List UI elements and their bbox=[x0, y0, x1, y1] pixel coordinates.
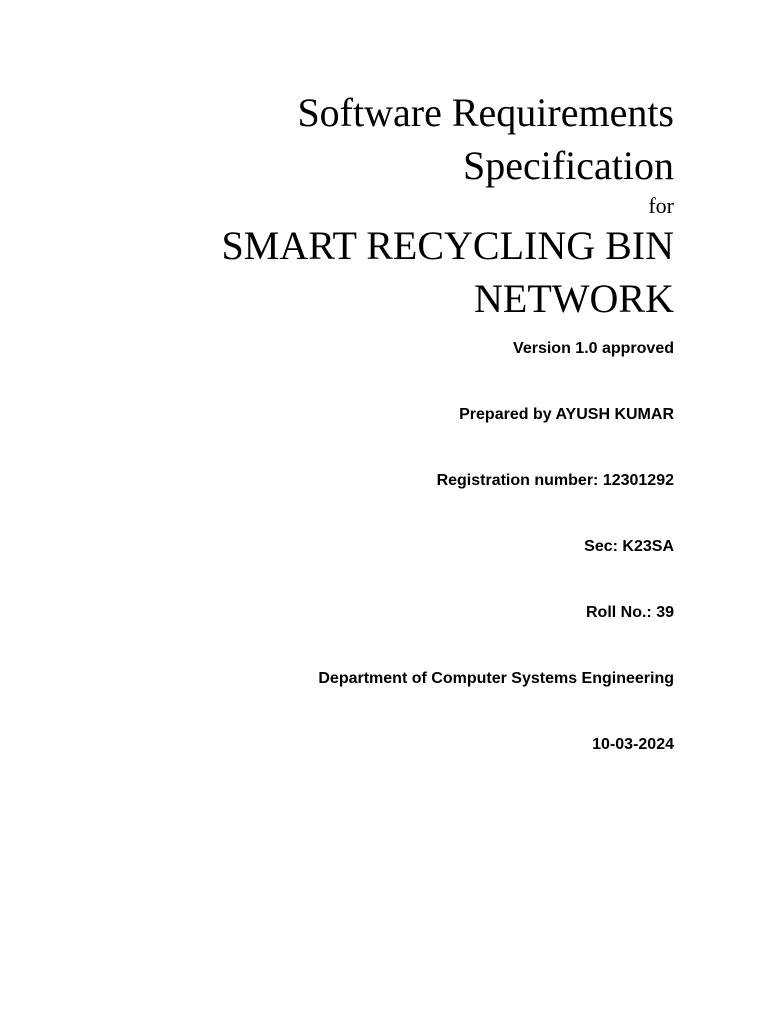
for-label: for bbox=[648, 193, 674, 218]
project-name-line-2: NETWORK bbox=[474, 276, 674, 321]
department-text: Department of Computer Systems Engineering bbox=[318, 670, 674, 687]
document-title-line-1: Software Requirements bbox=[297, 90, 674, 135]
roll-number-text: Roll No.: 39 bbox=[585, 604, 674, 621]
prepared-by-text: Prepared by AYUSH KUMAR bbox=[459, 406, 674, 423]
section-text: Sec: K23SA bbox=[584, 538, 674, 555]
project-name-line-1: SMART RECYCLING BIN bbox=[221, 223, 674, 268]
metadata-block bbox=[114, 338, 674, 800]
version-text: Version 1.0 approved bbox=[513, 340, 674, 357]
document-title-line-2: Specification bbox=[462, 143, 674, 188]
registration-number-text: Registration number: 12301292 bbox=[436, 472, 674, 489]
date-text: 10-03-2024 bbox=[592, 736, 674, 753]
title-block bbox=[114, 86, 674, 325]
